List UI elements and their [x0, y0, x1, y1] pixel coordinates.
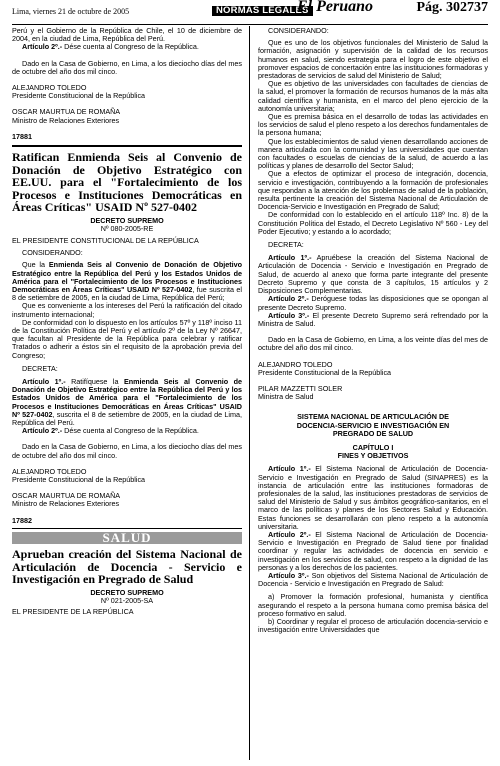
- signature-name: OSCAR MAURTUA DE ROMAÑA: [12, 107, 121, 117]
- system-title: SISTEMA NACIONAL DE ARTICULACIÓN DE DOCENCIA-SERVICIO E INVESTIGACIÓN EN PREGRADO DE SALUD: [296, 412, 450, 438]
- considerando: CONSIDERANDO:: [22, 248, 83, 258]
- signature-title: Presidente Constitucional de la República: [12, 475, 146, 485]
- paragraph: Que a efectos de optimizar el proceso de integración, docencia, servicio e investigación, contribuyendo a la formación de profesionales que respondan a la atención de los problemas de salud de la población, resulta pertinente la creación del Sistema Nacional de Articulación de Docencia-Servicio e Investigación en Pregrado de Salud;: [258, 169, 488, 212]
- paragraph: Artículo 3º.- Son objetivos del Sistema Nacional de Articulación de Docencia - Servicio e Investigación en Pregrado de Salud:: [258, 570, 488, 589]
- column-divider: [249, 26, 250, 760]
- document-number: 17882: [12, 515, 32, 525]
- signature-title: Presidente Constitucional de la República: [12, 91, 146, 101]
- signature-title: Ministro de Relaciones Exteriores: [12, 115, 120, 125]
- signature-title: Ministra de Salud: [258, 392, 314, 402]
- header-date: Lima, viernes 21 de octubre de 2005: [12, 7, 130, 16]
- chapter-title: FINES Y OBJETIVOS: [337, 451, 409, 461]
- paragraph: Artículo 1º.- Ratifíquese la Enmienda Seis al Convenio de Donación de Objetivo Estratégico entre la República del Perú y los Estados Unidos de América para el "Fortalecimiento de los Procesos e Instituciones Democráticas en Áreas Críticas" USAID Nº 527-0402, suscrita el 8 de setiembre de 2005, en la ciudad de Lima, República del Perú.: [12, 376, 242, 427]
- issuer: EL PRESIDENTE DE LA REPÚBLICA: [12, 606, 134, 616]
- paragraph: Que es premisa básica en el desarrollo de todas las actividades en los servicios de salud el pleno respeto a los derechos fundamentales de la persona humana;: [258, 112, 488, 138]
- paragraph: De conformidad con lo establecido en el artículo 118º Inc. 8) de la Constitución Política del Estado, el Decreto Legislativo Nº 560 - Ley del Poder Ejecutivo; y estando a lo acordado;: [258, 210, 488, 236]
- chapter-label: CAPÍTULO I: [352, 442, 394, 452]
- signature-name: ALEJANDRO TOLEDO: [12, 466, 87, 476]
- paragraph: Perú y el Gobierno de la República de Chile, el 10 de diciembre de 2004, en la ciudad de Lima, República del Perú.: [12, 26, 242, 44]
- page-header: [12, 0, 488, 25]
- paragraph: Artículo 2º.- Dése cuenta al Congreso de la República.: [22, 42, 199, 52]
- decree-number: Nº 021-2005-SA: [100, 595, 154, 605]
- header-section: NORMAS LEGALES: [212, 6, 313, 16]
- list-item: a) Promover la formación profesional, humanista y científica asegurando el respeto a la persona humana como premisa básica del proceso formativo en salud.: [258, 592, 488, 618]
- separator: [12, 145, 242, 147]
- decreta: DECRETA:: [268, 240, 304, 250]
- paragraph: Que es uno de los objetivos funcionales del Ministerio de Salud la formación, asignación y supervisión de la calidad de los recursos humanos en salud, siendo estrategia para el logro de este objetivo el promover espacios de concertación entre las instituciones formadoras y prestadoras de servicios de salud del Ministerio de Salud;: [258, 38, 488, 81]
- decree-number: Nº 080-2005-RE: [100, 223, 154, 233]
- article-title: Aprueban creación del Sistema Nacional de Articulación de Docencia - Servicio e Investigación en Pregrado de Salud: [12, 547, 242, 587]
- decreta: DECRETA:: [22, 363, 58, 373]
- paragraph: Artículo 1º.- El Sistema Nacional de Articulación de Docencia-Servicio e Investigación en Pregrado de Salud (SINAPRES) es la instancia de articulación entre las instituciones formadoras de profesionales de la salud, las instituciones prestadoras de servicios de salud del Ministerio de Salud y sus ámbitos geográfico-sanitarios, en el marco de las políticas y planes de los Sectores Salud y Educación. Estas funciones se desarrollarán con pleno respeto a la autonomía universitaria.: [258, 464, 488, 531]
- paragraph: Que es objetivo de las universidades con facultades de ciencias de la salud, el promover la formación de recursos humanos de la más alta calidad científica y humanista, en el marco del pleno ejercicio de la autonomía universitaria;: [258, 79, 488, 113]
- paragraph: Dado en la Casa de Gobierno, en Lima, a los dieciocho días del mes de octubre del año dos mil cinco.: [12, 442, 242, 460]
- paragraph: Artículo 2º.- Deróguese todas las disposiciones que se opongan al presente Decreto Supremo.: [258, 294, 488, 312]
- article-title: Ratifican Enmienda Seis al Convenio de Donación de Objetivo Estratégico con EE.UU. para el "Fortalecimiento de los Procesos e Instituciones Democráticas en Áreas Críticas" USAID Nº 527-0402: [12, 150, 242, 215]
- newspaper-logo: El Peruano: [297, 0, 374, 15]
- paragraph: De conformidad con lo dispuesto en los artículos 57º y 118º inciso 11 de la Constitución Política del Perú y el artículo 2º de la Ley Nº 26647, que facultan al Presidente de la República para celebrar y ratificar Tratados o adherir a éstos sin el requisito de la aprobación previa del Congreso;: [12, 317, 242, 360]
- issuer: EL PRESIDENTE CONSTITUCIONAL DE LA REPÚBLICA: [12, 235, 199, 245]
- paragraph: Dado en la Casa de Gobierno, en Lima, a los veinte días del mes de octubre del año dos mil cinco.: [258, 335, 488, 353]
- signature-title: Presidente Constitucional de la República: [258, 367, 392, 377]
- decree-label: DECRETO SUPREMO: [90, 215, 164, 225]
- left-column: [12, 27, 242, 616]
- list-item: b) Coordinar y regular el proceso de articulación docencia-servicio e investigación entre Universidades que: [258, 617, 488, 635]
- paragraph: Artículo 2º.- El Sistema Nacional de Articulación de Docencia-Servicio e Investigación en Pregrado de Salud tiene por finalidad coordinar y regular las actividades de docencia en servicio e investigación en los servicios de salud, con respeto a la dignidad de las personas y a los derechos de los pacientes.: [258, 529, 488, 572]
- paragraph: Que los establecimientos de salud vienen desarrollando acciones de manera articulada con la comunidad y las universidades que cuentan con facultades o escuelas de ciencias de la salud, de acuerdo a las políticas y planes de desarrollo del Sector Salud;: [258, 136, 488, 171]
- document-number: 17881: [12, 131, 32, 141]
- considerando: CONSIDERANDO:: [268, 26, 329, 35]
- decree-label: DECRETO SUPREMO: [90, 587, 164, 597]
- right-column: [258, 27, 488, 634]
- signature-name: ALEJANDRO TOLEDO: [12, 83, 87, 93]
- paragraph: Que la Enmienda Seis al Convenio de Donación de Objetivo Estratégico entre la República del Perú y los Estados Unidos de América para el "Fortalecimiento de los Procesos e Instituciones Democráticas en Áreas Críticas" USAID Nº 527-0402, fue suscrita el 8 de setiembre de 2005, en la ciudad de Lima, República del Perú;: [12, 260, 242, 303]
- paragraph: Artículo 2º.- Dése cuenta al Congreso de la República.: [22, 426, 199, 436]
- section-banner-salud: SALUD: [12, 532, 242, 544]
- paragraph: Dado en la Casa de Gobierno, en Lima, a los dieciocho días del mes de octubre del año dos mil cinco.: [12, 58, 242, 76]
- paragraph: Que es conveniente a los intereses del Perú la ratificación del citado instrumento internacional;: [12, 301, 242, 319]
- page-number: Pág. 302737: [416, 0, 488, 15]
- signature-name: OSCAR MAURTUA DE ROMAÑA: [12, 491, 121, 501]
- signature-name: ALEJANDRO TOLEDO: [258, 359, 333, 369]
- paragraph: Artículo 3º.- El presente Decreto Supremo será refrendado por la Ministra de Salud.: [258, 310, 488, 328]
- signature-name: PILAR MAZZETTI SOLER: [258, 383, 343, 393]
- signature-title: Ministro de Relaciones Exteriores: [12, 499, 120, 509]
- paragraph: Artículo 1º.- Apruébese la creación del Sistema Nacional de Articulación de Docencia - Servicio e Investigación en Pregrado de Salud, de acuerdo al anexo que forma parte integrante del presente Decreto Supremo y que consta de 3 capítulos, 15 artículos y 2 Disposiciones Complementarias.: [258, 253, 489, 296]
